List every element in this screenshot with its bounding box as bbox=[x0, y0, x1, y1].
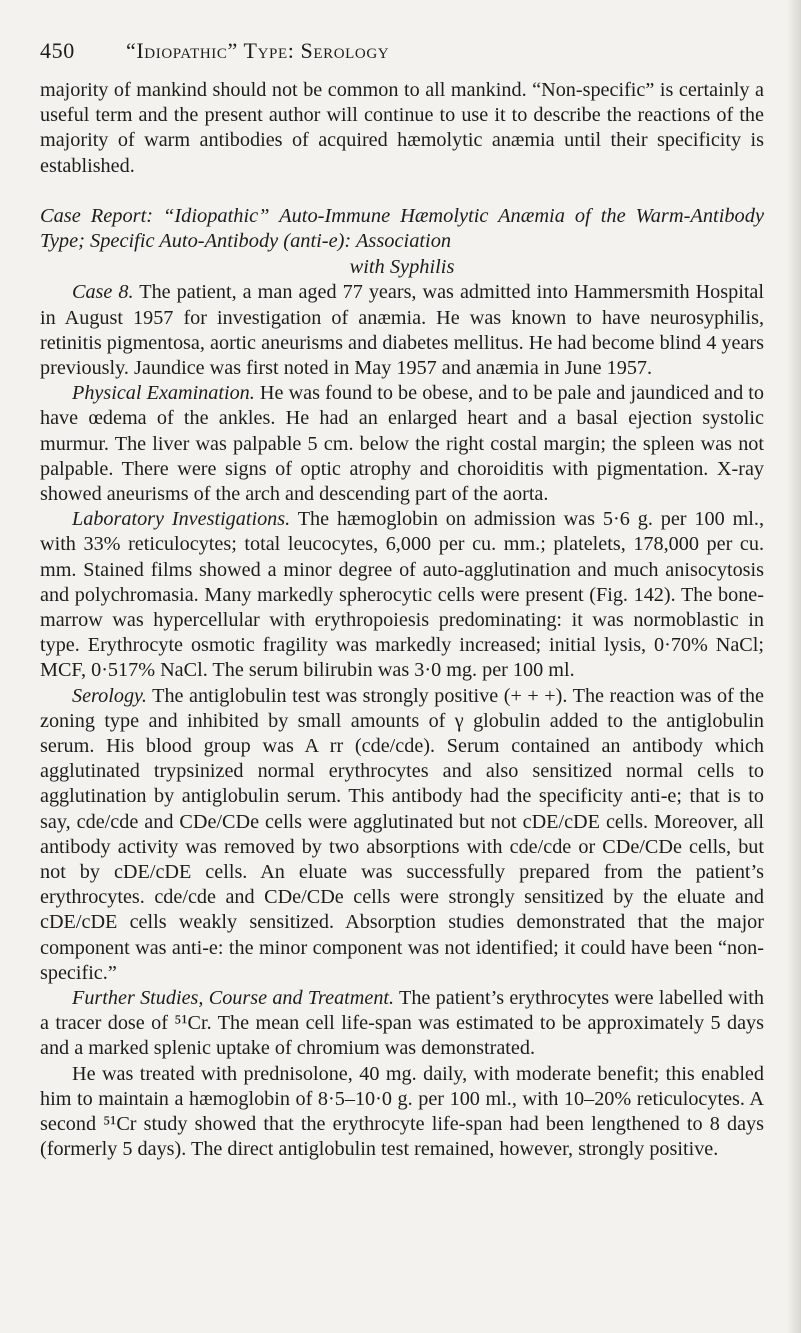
section-lead: Serology. bbox=[72, 684, 147, 707]
running-head-title: “Idiopathic” Type: Serology bbox=[126, 38, 390, 63]
section-further-studies bbox=[40, 986, 764, 1062]
section-lead: Further Studies, Course and Treatment. bbox=[72, 987, 395, 1009]
book-page bbox=[40, 38, 764, 1162]
section-lead: Physical Examination. bbox=[72, 382, 255, 405]
section-text: The hæmoglobin on admission was 5·6 g. per 100 ml., with 33% reticulocytes; total leucocytes, 6,000 per cu. mm.; platelets, 178,000 per cu. mm. Stained films showed a minor degree of auto-agglutination and much anisocytosis and polychromasia. Many markedly spherocytic cells were present (Fig. 142). The bone-marrow was hypercellular with erythropoiesis predominating: it was normoblastic in type. Erythrocyte osmotic fragility was markedly increased; initial lysis, 0·70% NaCl; MCF, 0·517% NaCl. The serum bilirubin was 3·0 mg. per 100 ml. bbox=[40, 508, 764, 682]
section-treatment bbox=[40, 1062, 764, 1163]
page-number: 450 bbox=[40, 38, 75, 63]
section-serology bbox=[40, 684, 764, 986]
section-text: The patient’s erythrocytes were labelled with a tracer dose of ⁵¹Cr. The mean cell life-span was estimated to be approximately 5 days and a marked splenic uptake of chromium was demonstrated. bbox=[40, 987, 764, 1060]
case-heading-last-line: with Syphilis bbox=[349, 255, 455, 278]
section-lead: Case 8. bbox=[72, 281, 134, 304]
running-head bbox=[40, 38, 764, 64]
intro-paragraph: majority of mankind should not be common to all mankind. “Non-specific” is certainly a useful term and the present author will continue to use it to describe the reactions of the majority of warm antibodies of acquired hæmolytic anæmia until their specificity is established. bbox=[40, 79, 764, 177]
section-text: The antiglobulin test was strongly positive (+ + +). The reaction was of the zoning type and inhibited by small amounts of γ globulin added to the antiglobulin serum. His blood group was A rr (cde/cde). Serum contained an antibody which agglutinated trypsinized normal erythrocytes and also sensitized normal cells to agglutination by antiglobulin serum. This antibody had the specificity anti-e; that is to say, cde/cde and CDe/CDe cells were agglutinated but not cDE/cDE cells. Moreover, all antibody activity was removed by two absorptions with cde/cde or CDe/CDe cells, but not by cDE/cDE cells. An eluate was successfully prepared from the patient’s erythrocytes. cde/cde and CDe/CDe cells were strongly sensitized by the eluate and cDE/cDE cells weakly sensitized. Absorption studies demonstrated that the major component was anti-e: the minor component was not identified; it could have been “non-specific.” bbox=[40, 684, 764, 984]
page-edge-shadow bbox=[787, 0, 801, 1333]
section-text: He was treated with prednisolone, 40 mg. daily, with moderate benefit; this enabled him to maintain a hæmoglobin of 8·5–10·0 g. per 100 ml., with 10–20% reticulocytes. A second ⁵¹Cr study showed that the erythrocyte life-span had been lengthened to 8 days (formerly 5 days). The direct antiglobulin test remained, however, strongly positive. bbox=[40, 1062, 764, 1161]
section-text: He was found to be obese, and to be pale and jaundiced and to have œdema of the ankles. He had an enlarged heart and a basal ejection systolic murmur. The liver was palpable 5 cm. below the right costal margin; the spleen was not palpable. There were signs of optic atrophy and choroiditis with pigmentation. X-ray showed aneurisms of the arch and descending part of the aorta. bbox=[40, 382, 764, 505]
case-heading-main: Case Report: “Idiopathic” Auto-Immune Hæmolytic Anæmia of the Warm-Antibody Type; Specific Auto-Antibody (anti-e): Association bbox=[40, 204, 764, 253]
section-lead: Laboratory Investigations. bbox=[72, 508, 291, 531]
case-report-heading bbox=[40, 204, 764, 281]
section-text: The patient, a man aged 77 years, was admitted into Hammersmith Hospital in August 1957 for investigation of anæmia. He was known to have neurosyphilis, retinitis pigmentosa, aortic aneurisms and diabetes mellitus. He had become blind 4 years previously. Jaundice was first noted in May 1957 and anæmia in June 1957. bbox=[40, 281, 765, 379]
section-case-8 bbox=[40, 280, 764, 381]
section-laboratory-investigations bbox=[40, 507, 764, 683]
section-physical-examination bbox=[40, 381, 764, 507]
